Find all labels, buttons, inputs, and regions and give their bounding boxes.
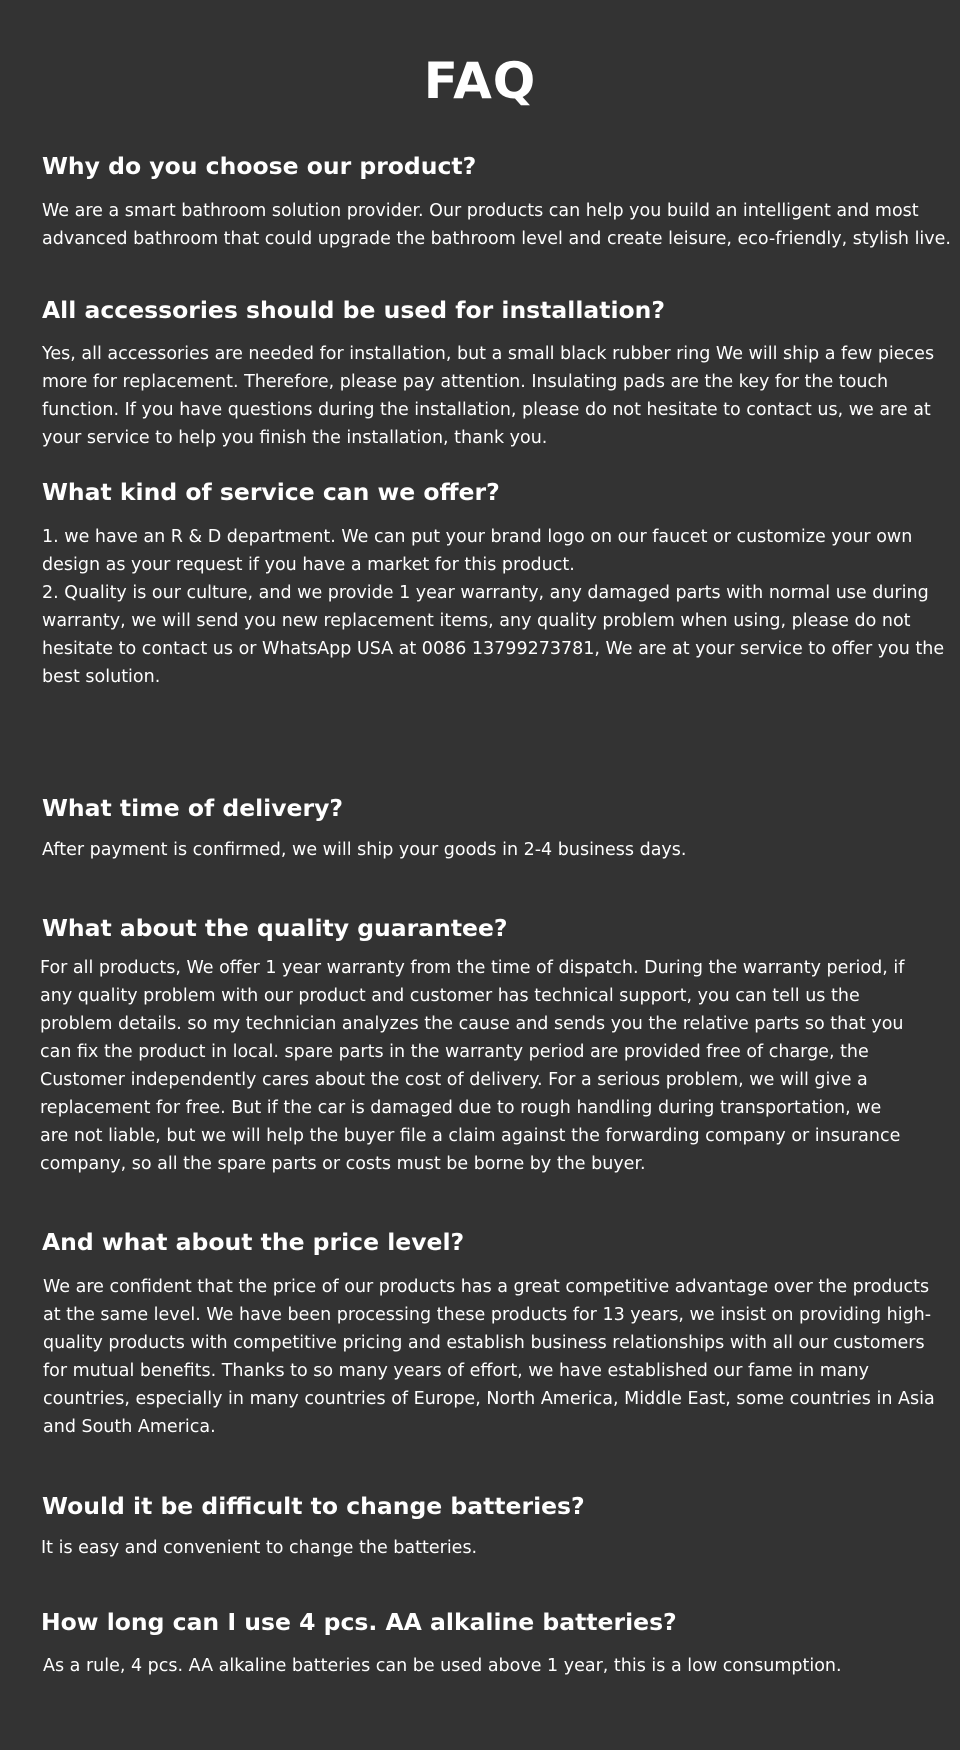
faq-answer-line: We are a smart bathroom solution provider. Our products can help you build an intelligent and most [42, 201, 919, 221]
faq-answer-line: company, so all the spare parts or costs must be borne by the buyer. [40, 1154, 646, 1174]
faq-item-accessories [42, 294, 960, 452]
faq-answer-line: your service to help you finish the installation, thank you. [42, 428, 548, 448]
faq-question: How long can I use 4 pcs. AA alkaline batteries? [41, 1608, 677, 1636]
faq-answer-line: function. If you have questions during the installation, please do not hesitate to contact us, we are at [42, 400, 931, 420]
faq-question: What time of delivery? [42, 794, 344, 822]
faq-answer-line: at the same level. We have been processing these products for 13 years, we insist on providing high- [43, 1305, 932, 1325]
page-title: FAQ [423, 52, 537, 110]
faq-answer-line: more for replacement. Therefore, please pay attention. Insulating pads are the key for the touch [42, 372, 889, 392]
faq-answer-line: replacement for free. But if the car is damaged due to rough handling during transportation, we [40, 1098, 882, 1118]
faq-answer-line: countries, especially in many countries of Europe, North America, Middle East, some countries in Asia [43, 1389, 935, 1409]
faq-answer-line: We are confident that the price of our products has a great competitive advantage over the products [43, 1277, 930, 1297]
faq-answer-line: quality products with competitive pricing and establish business relationships with all our customers [43, 1333, 925, 1353]
faq-answer [40, 954, 960, 1178]
faq-answer-line: can fix the product in local. spare parts in the warranty period are provided free of charge, the [40, 1042, 869, 1062]
faq-question: And what about the price level? [42, 1228, 465, 1256]
faq-item-price-level [42, 1226, 960, 1441]
faq-answer-line: any quality problem with our product and customer has technical support, you can tell us the [40, 986, 860, 1006]
faq-item-choose-product [42, 150, 960, 253]
faq-item-delivery [42, 792, 960, 864]
faq-answer-line: 2. Quality is our culture, and we provide 1 year warranty, any damaged parts with normal use during [42, 583, 929, 603]
faq-question: Why do you choose our product? [42, 152, 477, 180]
faq-answer [42, 523, 960, 691]
faq-answer [43, 1273, 960, 1441]
faq-item-service [42, 476, 960, 691]
faq-item-quality-guarantee [42, 912, 960, 1178]
faq-answer [42, 836, 960, 864]
faq-answer-line: 1. we have an R & D department. We can put your brand logo on our faucet or customize your own [42, 527, 913, 547]
faq-answer-line: It is easy and convenient to change the batteries. [41, 1538, 478, 1558]
faq-question: Would it be difficult to change batteries? [42, 1492, 585, 1520]
faq-answer-line: best solution. [42, 667, 161, 687]
faq-item-battery-life [41, 1606, 960, 1680]
faq-answer-line: hesitate to contact us or WhatsApp USA at 0086 13799273781, We are at your service to offer you the [42, 639, 945, 659]
faq-answer [43, 1652, 960, 1680]
faq-answer-line: design as your request if you have a market for this product. [42, 555, 575, 575]
faq-item-batteries [42, 1490, 960, 1562]
faq-answer-line: Customer independently cares about the cost of delivery. For a serious problem, we will give a [40, 1070, 868, 1090]
faq-answer-line: for mutual benefits. Thanks to so many years of effort, we have established our fame in many [43, 1361, 869, 1381]
faq-answer-line: For all products, We offer 1 year warranty from the time of dispatch. During the warranty period, if [40, 958, 905, 978]
faq-answer-line: warranty, we will send you new replacement items, any quality problem when using, please do not [42, 611, 911, 631]
faq-question: What kind of service can we offer? [42, 478, 500, 506]
faq-answer-line: After payment is confirmed, we will ship your goods in 2-4 business days. [42, 840, 687, 860]
faq-answer-line: advanced bathroom that could upgrade the bathroom level and create leisure, eco-friendly, stylish live. [42, 229, 951, 249]
faq-question: What about the quality guarantee? [42, 914, 508, 942]
faq-answer [42, 340, 960, 452]
faq-answer [42, 197, 960, 253]
faq-answer-line: are not liable, but we will help the buyer file a claim against the forwarding company or insurance [40, 1126, 901, 1146]
faq-answer-line: problem details. so my technician analyzes the cause and sends you the relative parts so that you [40, 1014, 904, 1034]
faq-question: All accessories should be used for installation? [42, 296, 666, 324]
faq-answer-line: As a rule, 4 pcs. AA alkaline batteries can be used above 1 year, this is a low consumption. [43, 1656, 842, 1676]
faq-answer [41, 1534, 960, 1562]
faq-answer-line: Yes, all accessories are needed for installation, but a small black rubber ring We will ship a few pieces [42, 344, 935, 364]
faq-answer-line: and South America. [43, 1417, 216, 1437]
